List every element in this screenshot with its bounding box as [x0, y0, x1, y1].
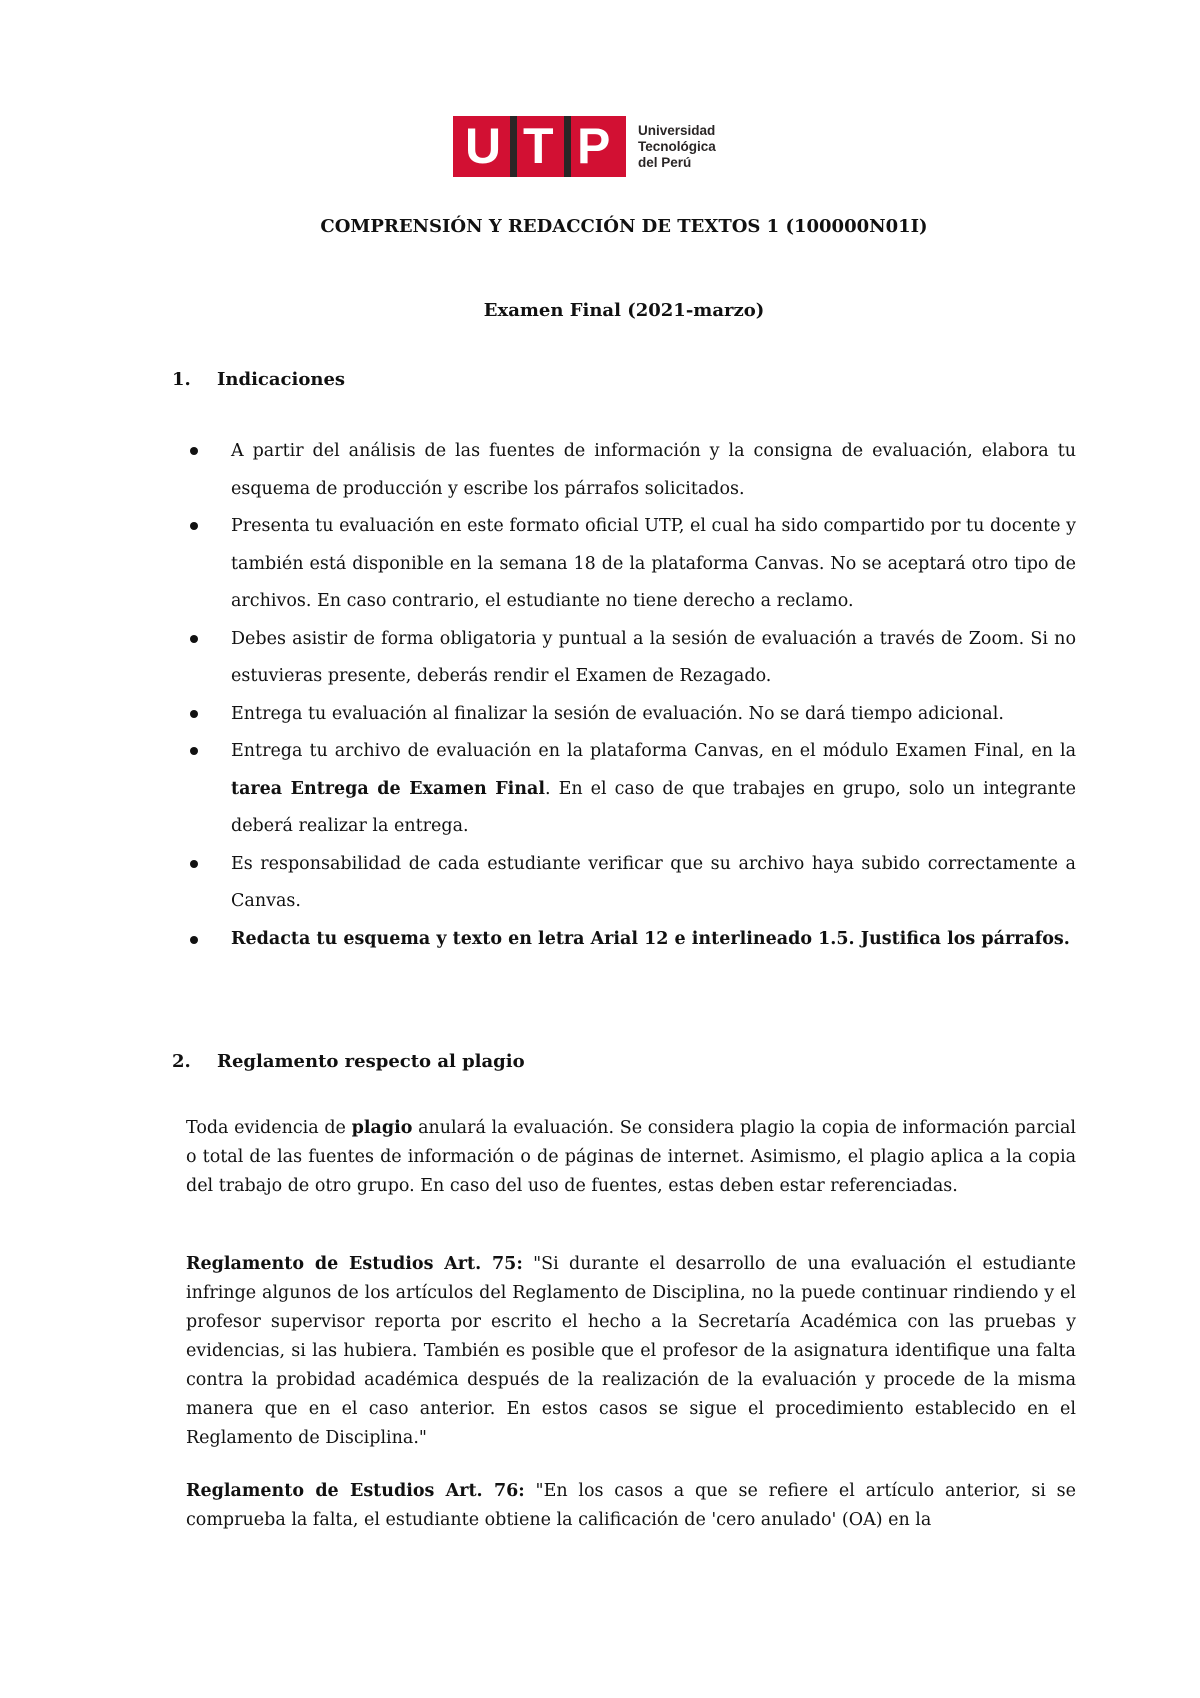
logo-divider	[510, 116, 517, 177]
list-item: A partir del análisis de las fuentes de información y la consigna de evaluación, elabora tu esquema de producción y escribe los párrafos solicitados.	[186, 433, 1076, 508]
paragraph-text: Toda evidencia de	[186, 1118, 352, 1138]
list-item: Debes asistir de forma obligatoria y puntual a la sesión de evaluación a través de Zoom. Si no estuvieras presente, deberás rendir el Examen de Rezagado.	[186, 621, 1076, 696]
course-title: COMPRENSIÓN Y REDACCIÓN DE TEXTOS 1 (100000N01I)	[320, 216, 928, 237]
logo-letter-p: P	[577, 118, 611, 174]
article-75-paragraph	[186, 1250, 1076, 1453]
paragraph-text: "En los casos a que se refiere el artículo anterior, si se comprueba la falta, el estudiante obtiene la calificación de 'cero anulado' (OA) en la	[186, 1481, 1076, 1530]
utp-logo	[453, 116, 716, 177]
list-item-bold: Redacta tu esquema y texto en letra Arial 12 e interlineado 1.5. Justifica los párrafos.	[186, 926, 1076, 953]
paragraph-text: "Si durante el desarrollo de una evaluación el estudiante infringe algunos de los artículos del Reglamento de Disciplina, no la puede continuar rindiendo y el profesor supervisor reporta por escrito el hecho a la Secretaría Académica con las pruebas y evidencias, si las hubiera. También es posible que el profesor de la asignatura identifique una falta contra la probidad académica después de la realización de la evaluación y procede de la misma manera que en el caso anterior. En estos casos se sigue el procedimiento establecido en el Reglamento de Disciplina."	[186, 1254, 1076, 1448]
logo-university-name	[638, 123, 716, 171]
logo-letter-t: T	[523, 118, 554, 174]
section-title: Reglamento respecto al plagio	[217, 1051, 525, 1072]
logo-name-line: del Perú	[638, 154, 692, 170]
section-heading-indicaciones	[172, 369, 345, 390]
article-76-paragraph	[186, 1477, 1076, 1535]
section-heading-plagio	[172, 1051, 525, 1072]
paragraph-bold-text: plagio	[351, 1118, 413, 1138]
list-item-text: . En el caso de que trabajes en grupo, solo un integrante deberá realizar la entrega.	[231, 778, 1076, 836]
logo-name-line: Universidad	[638, 122, 716, 138]
list-item-bold-text: tarea Entrega de Examen Final	[231, 778, 546, 799]
section-number: 1.	[172, 369, 191, 390]
list-item: Es responsabilidad de cada estudiante verificar que su archivo haya subido correctamente a Canvas.	[186, 846, 1076, 921]
list-item: Entrega tu evaluación al finalizar la sesión de evaluación. No se dará tiempo adicional.	[186, 696, 1076, 734]
article-label: Reglamento de Estudios Art. 76:	[186, 1481, 525, 1501]
logo-mark	[453, 116, 626, 177]
list-item	[186, 733, 1076, 846]
instructions-list	[186, 433, 1076, 953]
logo-name-line: Tecnológica	[638, 138, 716, 154]
list-item-text: Entrega tu archivo de evaluación en la plataforma Canvas, en el módulo Examen Final, en la	[231, 741, 1076, 761]
paragraph-text: anulará la evaluación. Se considera plagio la copia de información parcial o total de las fuentes de información o de páginas de internet. Asimismo, el plagio aplica a la copia del trabajo de otro grupo. En caso del uso de fuentes, estas deben estar referenciadas.	[186, 1118, 1077, 1196]
plagio-paragraph	[186, 1114, 1076, 1201]
logo-divider	[564, 116, 571, 177]
exam-title: Examen Final (2021-marzo)	[483, 300, 765, 321]
section-number: 2.	[172, 1051, 191, 1072]
section-title: Indicaciones	[217, 369, 346, 390]
article-label: Reglamento de Estudios Art. 75:	[186, 1254, 523, 1274]
list-item: Presenta tu evaluación en este formato oficial UTP, el cual ha sido compartido por tu docente y también está disponible en la semana 18 de la plataforma Canvas. No se aceptará otro tipo de archivos. En caso contrario, el estudiante no tiene derecho a reclamo.	[186, 508, 1076, 621]
logo-letter-u: U	[465, 118, 502, 174]
